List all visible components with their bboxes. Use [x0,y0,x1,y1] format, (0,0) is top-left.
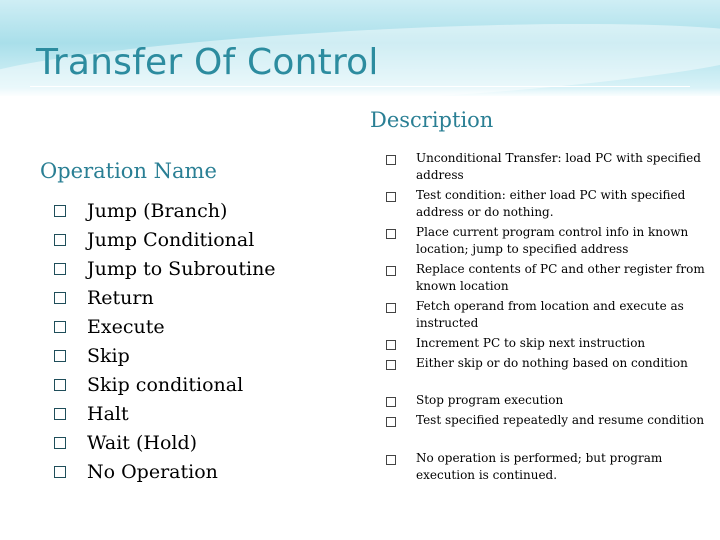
description-text: Test condition: either load PC with specified address or do nothing. [416,188,686,219]
checkbox-bullet-icon [386,303,396,313]
list-item [54,315,276,344]
list-item [54,431,276,460]
checkbox-bullet-icon [386,360,396,370]
description-heading: Description [370,108,494,132]
description-text: Increment PC to skip next instruction [416,336,646,350]
description-text: Unconditional Transfer: load PC with specified address [416,151,701,182]
checkbox-bullet-icon [54,234,66,246]
slide-title: Transfer Of Control [36,42,379,83]
operation-name: Skip conditional [87,374,244,396]
operation-name: No Operation [87,461,218,483]
checkbox-bullet-icon [386,266,396,276]
checkbox-bullet-icon [54,379,66,391]
description-text: Fetch operand from location and execute as instructed [416,299,684,330]
operation-name: Jump to Subroutine [87,258,276,280]
list-item [54,228,276,257]
title-divider [30,86,690,87]
list-item [54,257,276,286]
description-text: No operation is performed; but program execution is continued. [416,451,663,482]
checkbox-bullet-icon [386,192,396,202]
list-item [54,344,276,373]
list-item [54,460,276,489]
list-item [54,373,276,402]
description-text: Either skip or do nothing based on condition [416,356,688,370]
operation-list [54,199,276,489]
list-item [54,199,276,228]
checkbox-bullet-icon [54,321,66,333]
operation-name-heading: Operation Name [40,159,217,183]
operation-name: Jump Conditional [87,229,255,251]
checkbox-bullet-icon [386,397,396,407]
checkbox-bullet-icon [386,340,396,350]
operation-name: Return [87,287,154,309]
operation-name: Execute [87,316,165,338]
list-item [54,286,276,315]
checkbox-bullet-icon [386,455,396,465]
checkbox-bullet-icon [54,437,66,449]
description-text: Test specified repeatedly and resume condition [416,413,705,427]
description-text: Place current program control info in known location; jump to specified address [416,225,689,256]
checkbox-bullet-icon [54,205,66,217]
description-text: Stop program execution [416,393,564,407]
checkbox-bullet-icon [386,417,396,427]
checkbox-bullet-icon [54,408,66,420]
checkbox-bullet-icon [54,263,66,275]
checkbox-bullet-icon [386,229,396,239]
checkbox-bullet-icon [54,292,66,304]
operation-name: Wait (Hold) [87,432,198,454]
operation-name: Halt [87,403,129,425]
checkbox-bullet-icon [386,155,396,165]
checkbox-bullet-icon [54,466,66,478]
description-text: Replace contents of PC and other register from known location [416,262,705,293]
checkbox-bullet-icon [54,350,66,362]
list-item [54,402,276,431]
operation-name: Jump (Branch) [87,200,228,222]
operation-name: Skip [87,345,130,367]
